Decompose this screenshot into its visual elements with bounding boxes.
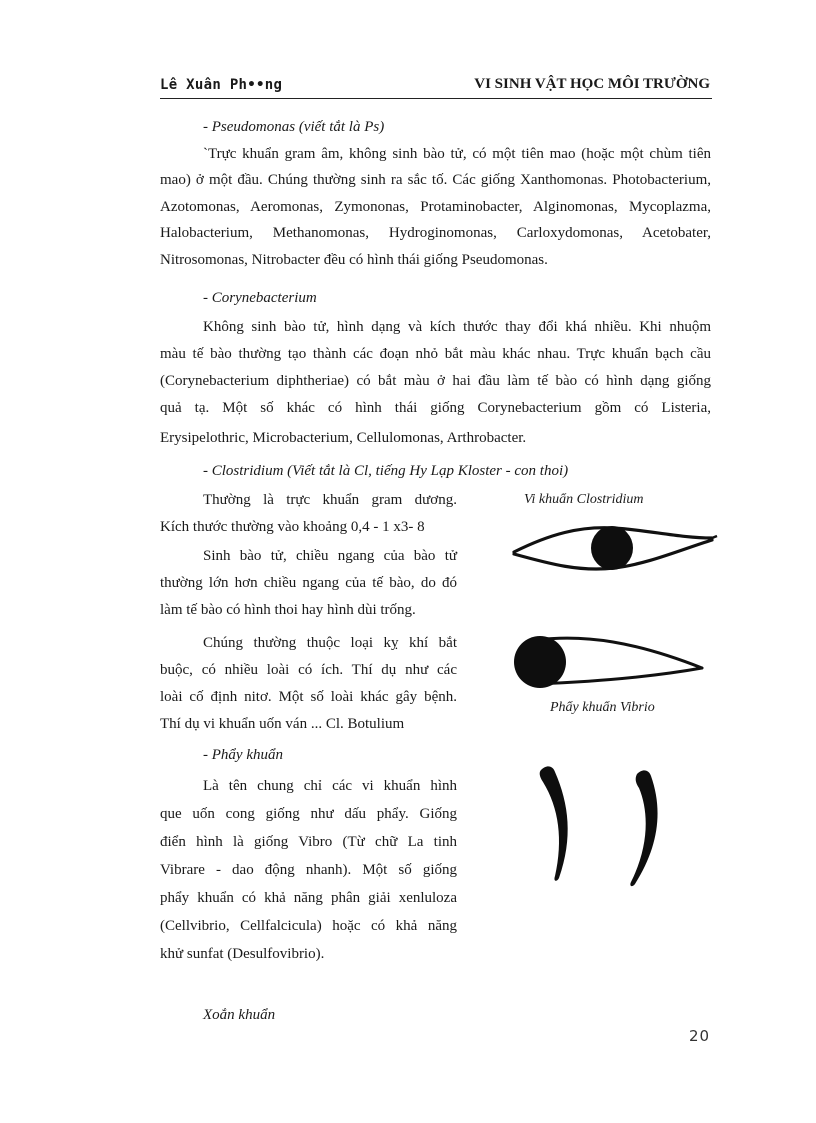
clostridium-line-1: Thường là trực khuẩn gram dương. — [203, 492, 457, 508]
vibrio-line-2: que uốn cong giống như dấu phẩy. Giống — [160, 806, 457, 822]
clostridium-line-2: Kích thước thường vào khoảng 0,4 - 1 x3- 8 — [160, 519, 425, 535]
caption-vibrio: Phẩy khuẩn Vibrio — [550, 700, 655, 715]
heading-spirilla: Xoắn khuẩn — [203, 1007, 276, 1023]
clostridium-line-9: Thí dụ vi khuẩn uốn ván ... Cl. Botulium — [160, 716, 405, 732]
clostridium-line-6: Chúng thường thuộc loại kỵ khí bắt — [203, 635, 457, 651]
page-number: 20 — [689, 1027, 711, 1045]
vibrio-line-3: điển hình là giống Vibro (Từ chữ La tinh — [160, 834, 457, 850]
page-header — [160, 74, 712, 99]
clostridium-line-8: loài cố định nitơ. Một số loài khác gây bệnh. — [160, 689, 457, 705]
vibrio-line-6: (Cellvibrio, Cellfalcicula) hoặc có khả năng — [160, 918, 457, 934]
corynebacterium-line-3: (Corynebacterium diphtheriae) có bắt màu ở hai đầu làm tế bào có hình dạng giống — [160, 373, 711, 389]
pseudomonas-line-3: Azotomonas, Aeromonas, Zymononas, Protaminobacter, Alginomonas, Mycoplazma, — [160, 199, 711, 215]
pseudomonas-line-1: `Trực khuẩn gram âm, không sinh bào tử, có một tiên mao (hoặc một chùm tiên — [203, 146, 711, 162]
vibrio-line-4: Vibrare - dao động nhanh). Một số giống — [160, 862, 457, 878]
corynebacterium-line-2: màu tế bào thường tạo thành các đoạn nhỏ bắt màu khác nhau. Trực khuẩn bạch cầu — [160, 346, 711, 362]
pseudomonas-line-2: mao) ở một đầu. Chúng thường sinh ra sắc tố. Các giống Xanthomonas. Photobacterium, — [160, 172, 711, 188]
heading-clostridium: - Clostridium (Viết tắt là Cl, tiếng Hy Lạp Kloster - con thoi) — [203, 463, 569, 479]
clostridium-line-5: làm tế bào có hình thoi hay hình dùi trống. — [160, 602, 416, 618]
vibrio-line-7: khử sunfat (Desulfovibrio). — [160, 946, 325, 962]
clostridium-line-4: thường lớn hơn chiều ngang của tế bào, do đó — [160, 575, 457, 591]
heading-vibrio: - Phẩy khuẩn — [203, 747, 283, 763]
corynebacterium-line-5: Erysipelothric, Microbacterium, Cellulomonas, Arthrobacter. — [160, 430, 527, 446]
caption-clostridium: Vi khuẩn Clostridium — [524, 492, 644, 507]
header-book-title: VI SINH VẬT HỌC MÔI TRƯỜNG — [474, 76, 710, 92]
vibrio-comma-illustration — [525, 760, 685, 890]
corynebacterium-line-1: Không sinh bào tử, hình dạng và kích thước thay đổi khá nhiều. Khi nhuộm — [203, 319, 711, 335]
clostridium-line-3: Sinh bào tử, chiều ngang của bào tử — [203, 548, 457, 564]
heading-pseudomonas: - Pseudomonas (viết tắt là Ps) — [203, 119, 385, 135]
heading-corynebacterium: - Corynebacterium — [203, 290, 317, 306]
corynebacterium-line-4: quả tạ. Một số khác có hình thái giống Corynebacterium gồm có Listeria, — [160, 400, 711, 416]
clostridium-line-7: buộc, có nhiều loài có ích. Thí dụ như các — [160, 662, 457, 678]
pseudomonas-line-4: Halobacterium, Methanomonas, Hydroginomonas, Carloxydomonas, Acetobater, — [160, 225, 711, 241]
header-author: Lê Xuân Ph••ng — [160, 77, 283, 93]
vibrio-line-5: phẩy khuẩn có khả năng phân giải xenluloza — [160, 890, 457, 906]
pseudomonas-line-5: Nitrosomonas, Nitrobacter đều có hình thái giống Pseudomonas. — [160, 252, 548, 268]
vibrio-line-1: Là tên chung chỉ các vi khuẩn hình — [203, 778, 457, 794]
clostridium-drumstick-illustration — [506, 628, 706, 694]
clostridium-spindle-illustration — [510, 518, 720, 580]
